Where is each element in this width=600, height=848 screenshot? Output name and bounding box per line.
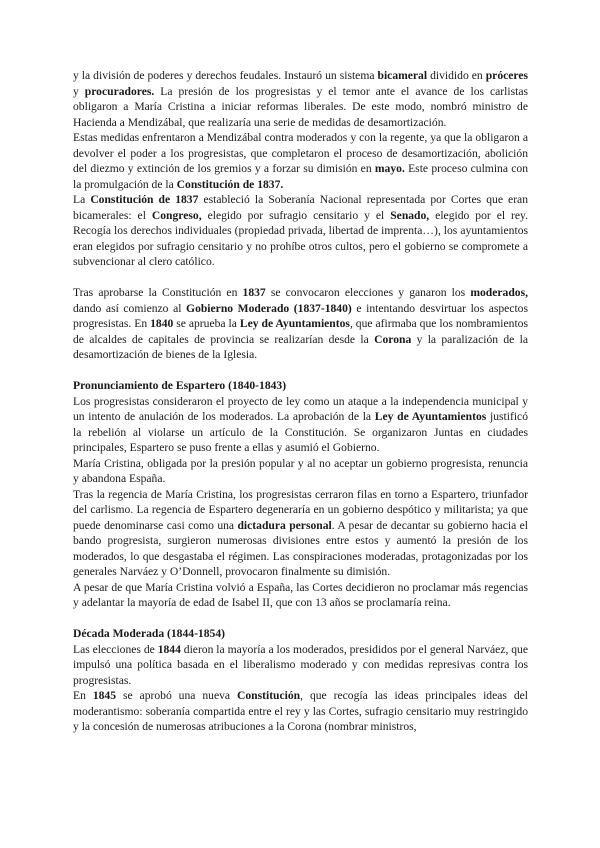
bold-text: Ley de Ayuntamientos [239, 317, 350, 330]
text-run: dividido en [427, 69, 486, 82]
bold-text: bicameral [377, 69, 428, 82]
text-run: y la paralización de la desamortización de bienes de la Iglesia. [73, 332, 528, 361]
text-run: Las elecciones de [73, 642, 158, 656]
text-run: se aprobó una nueva [116, 689, 237, 702]
body-paragraph [73, 130, 528, 192]
bold-text: procuradores. [84, 84, 155, 98]
text-run: . A pesar de decantar su gobierno hacia el bando progresista, surgieron numerosas divisiones entre estos y aumentó la presión de los moderados, lo que desgastaba el régimen. Las conspiraciones moderadas, protagonizadas por los generales Narváez y O’Donnell, provocaron finalmente su dimisión. [73, 518, 528, 578]
text-run: Tras la regencia de María Cristina, los progresistas cerraron filas en torno a Espartero, triunfador del carlismo. La regencia de Espartero degeneraría en un gobierno despótico y militarista; ya que puede denominarse casi como una [73, 487, 528, 532]
bold-text: moderados, [470, 286, 528, 299]
text-run: elegido por sufragio censitario y el [201, 208, 391, 222]
bold-text: 1840 [150, 317, 174, 330]
text-run: se convocaron elecciones y ganaron los [265, 286, 471, 299]
paragraph-gap [73, 270, 528, 286]
paragraph-gap [73, 611, 528, 627]
section-heading: Pronunciamiento de Espartero (1840-1843) [73, 379, 287, 392]
text-run: La [73, 193, 91, 206]
text-run: Los progresistas consideraron el proyecto de ley como un ataque a la independencia municipal y un intento de anulación de los moderados. La aprobación de la [73, 394, 528, 423]
text-run: Este proceso culmina con la promulgación de la [73, 162, 528, 191]
body-paragraph [73, 394, 528, 456]
text-run: A pesar de que María Cristina volvió a España, las Cortes decidieron no proclamar más regencias y adelantar la mayoría de edad de Isabel II, que con 13 años se proclamaría reina. [73, 580, 528, 609]
body-paragraph [73, 688, 528, 735]
bold-text: Congreso, [151, 208, 202, 222]
text-run: dando así comienzo al [73, 301, 187, 315]
section-heading: Década Moderada (1844-1854) [73, 627, 225, 640]
text-run: Tras aprobarse la Constitución en [73, 286, 243, 299]
text-run: y [73, 84, 85, 98]
bold-text: 1844 [157, 642, 181, 656]
bold-text: Senado, [390, 208, 430, 222]
document-page [73, 68, 528, 735]
bold-text: Corona [374, 332, 412, 346]
bold-text: Ley de Ayuntamientos [374, 410, 487, 423]
text-run: estableció la Soberanía Nacional representada por Cortes que eran bicamerales: el [73, 193, 528, 222]
text-run: María Cristina, obligada por la presión popular y al no aceptar un gobierno progresista, renuncia y abandona España. [73, 456, 528, 485]
text-run: , que afirmaba que los nombramientos de alcaldes de capitales de provincia se realizarían desde la [73, 317, 528, 346]
body-paragraph [73, 68, 528, 130]
text-run: La presión de los progresistas y el temor ante el avance de los carlistas obligaron a María Cristina a iniciar reformas liberales. De este modo, nombró ministro de Hacienda a Mendizábal, que realizaría una serie de medidas de desamortización. [73, 84, 528, 129]
body-paragraph [73, 642, 528, 689]
text-run: , que recogía las ideas principales ideas del moderantismo: soberanía compartida entre el rey y las Cortes, sufragio censitario muy restringido y la concesión de numerosas atribuciones a la Corona (nombrar ministros, [73, 689, 528, 733]
text-run: e intentando desvirtuar los aspectos progresistas. En [73, 301, 528, 330]
body-paragraph [73, 580, 528, 611]
text-run: elegido por el rey. Recogía los derechos individuales (propiedad privada, libertad de imprenta…), los ayuntamientos eran elegidos por sufragio censitario y no prohíbe otros cultos, pero el gobierno se compromete a subvencionar al clero católico. [73, 208, 528, 268]
text-run: y la división de poderes y derechos feudales. Instauró un sistema [73, 69, 378, 82]
bold-text: próceres [485, 69, 528, 82]
body-paragraph [73, 456, 528, 487]
bold-text: 1845 [92, 689, 117, 702]
bold-text: Constitución [236, 689, 301, 702]
text-run: Estas medidas enfrentaron a Mendizábal contra moderados y con la regente, ya que la obligaron a devolver el poder a los progresistas, que completaron el proceso de desamortización, abolición del diezmo y extinción de los gremios y a forzar su dimisión en [73, 131, 528, 175]
text-run: se aprueba la [173, 317, 240, 330]
bold-text: dictadura personal [237, 518, 332, 532]
bold-text: Constitución de 1837 [90, 193, 199, 206]
bold-text: Gobierno Moderado (1837-1840) [186, 301, 352, 315]
text-run: justificó la rebelión al violarse un artículo de la Constitución. Se organizaron Juntas en ciudades principales, Espartero se puso frente a ellas y asumió el Gobierno. [73, 410, 528, 454]
bold-text: 1837 [242, 286, 266, 299]
body-paragraph [73, 487, 528, 580]
paragraph-gap [73, 363, 528, 379]
text-run: dieron la mayoría a los moderados, presididos por el general Narváez, que impulsó una política basada en el liberalismo moderado y con medidas represivas contra los progresistas. [73, 642, 529, 687]
text-run: En [73, 689, 93, 702]
bold-text: mayo. [374, 162, 405, 175]
body-paragraph [73, 285, 528, 363]
bold-text: Constitución de 1837. [176, 177, 284, 191]
body-paragraph [73, 192, 528, 270]
